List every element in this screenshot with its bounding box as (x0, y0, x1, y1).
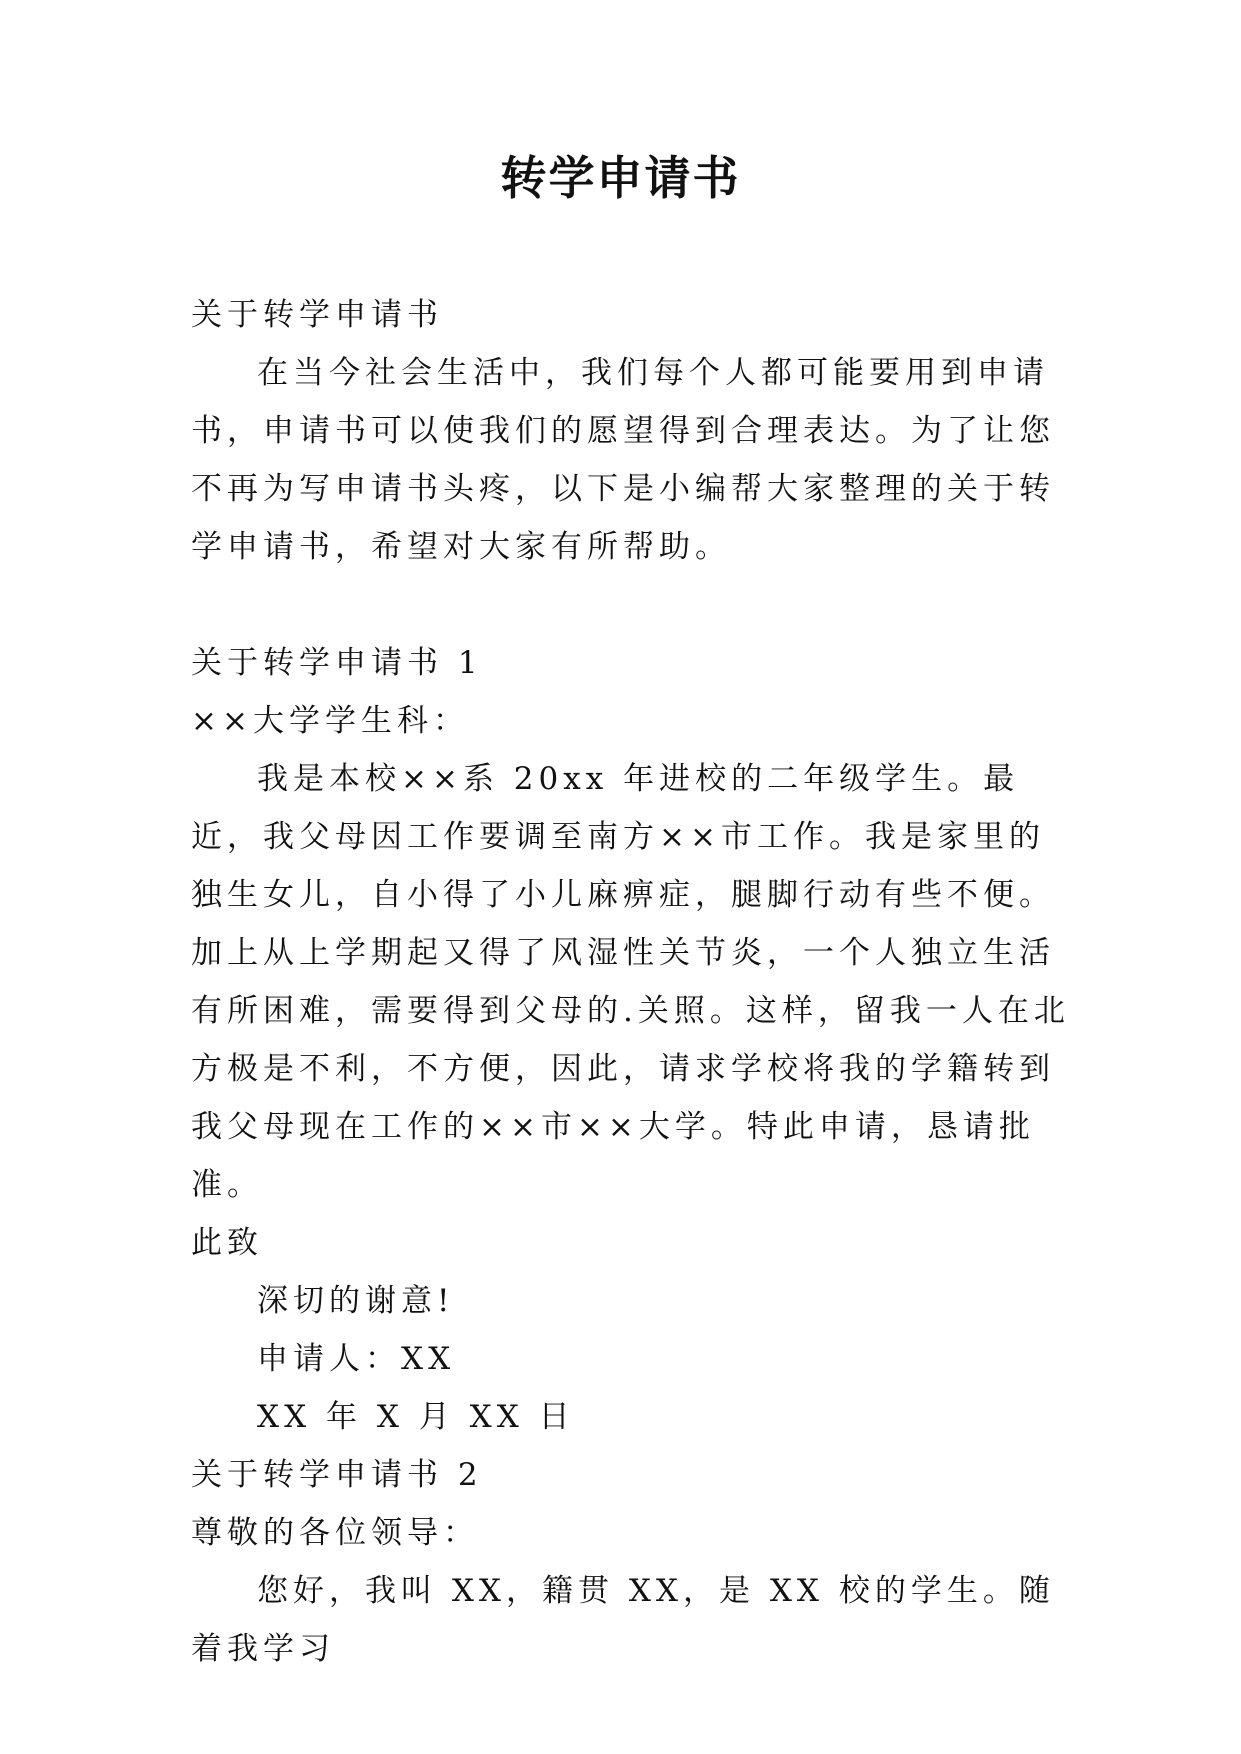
letter1-applicant: 申请人：XX (257, 1341, 456, 1377)
letter1-thanks: 深切的谢意! (257, 1283, 455, 1319)
letter1-body: 我是本校××系 20xx 年进校的二年级学生。最近，我父母因工作要调至南方××市工作。我是家里的独生女儿，自小得了小儿麻痹症，腿脚行动有些不便。加上从上学期起又得了风湿性关节炎，一个人独立生活有所困难，需要得到父母的.关照。这样，留我一人在北方极是不利，不方便，因此，请求学校将我的学籍转到我父母现在工作的××市××大学。特此申请，恳请批准。 (191, 761, 1070, 1203)
letter1-date: XX 年 X 月 XX 日 (257, 1399, 575, 1435)
letter2-heading: 关于转学申请书 2 (191, 1457, 483, 1493)
document-title: 转学申请书 (500, 151, 741, 205)
paragraph-gap (191, 576, 1071, 634)
letter2-salutation: 尊敬的各位领导： (191, 1515, 479, 1551)
letter1-heading: 关于转学申请书 1 (191, 645, 483, 681)
document-body (191, 286, 1071, 1678)
intro-paragraph: 在当今社会生活中，我们每个人都可能要用到申请书，申请书可以使我们的愿望得到合理表达。为了让您不再为写申请书头疼，以下是小编帮大家整理的关于转学申请书，希望对大家有所帮助。 (191, 355, 1055, 565)
letter1-salutation: ××大学学生科： (191, 703, 469, 739)
letter2-body: 您好，我叫 XX，籍贯 XX，是 XX 校的学生。随着我学习 (191, 1573, 1055, 1667)
intro-heading: 关于转学申请书 (191, 297, 443, 333)
letter1-closing: 此致 (191, 1225, 263, 1261)
